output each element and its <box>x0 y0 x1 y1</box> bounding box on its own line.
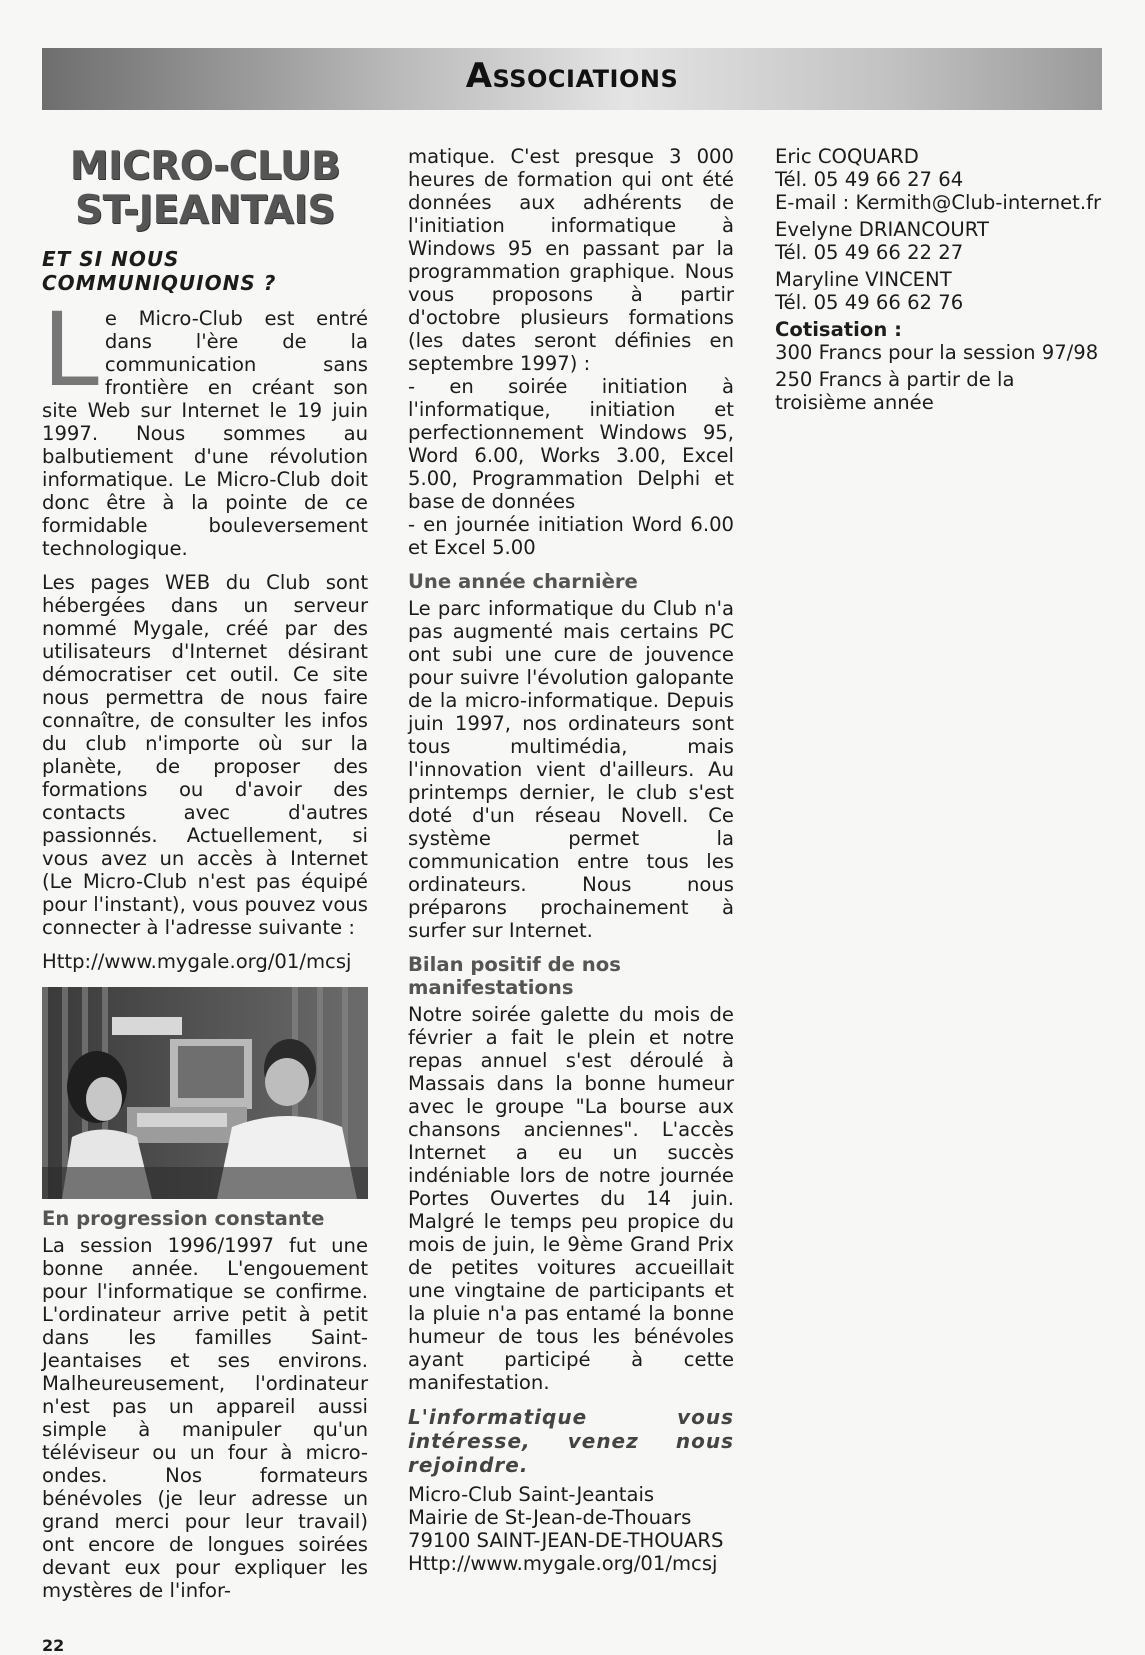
contact-name: Eric COQUARD <box>775 145 919 168</box>
cotisation-line: 250 Francs à partir de la troisième année <box>775 368 1015 414</box>
paragraph-parc: Le parc informatique du Club n'a pas augmenté mais certains PC ont subi une cure de jouvence pour suivre l'évolution galopante de la micro-informatique. Depuis juin 1997, nos ordinateurs sont tous multimédia, mais l'innovation vient d'ailleurs. Au printemps dernier, le club s'est doté d'un réseau Novell. Ce système permet la communication entre tous les ordinateurs. Nous nous préparons prochainement à surfer sur Internet. <box>408 597 734 942</box>
contact-name: Evelyne DRIANCOURT <box>775 218 989 241</box>
contact-phone: Tél. 05 49 66 62 76 <box>775 291 964 314</box>
contact-vincent <box>775 268 1115 314</box>
contact-email: E-mail : Kermith@Club-internet.fr <box>775 191 1102 214</box>
club-photo <box>42 987 368 1199</box>
address-line: Micro-Club Saint-Jeantais <box>408 1483 655 1506</box>
column-2 <box>408 145 734 1575</box>
contact-phone: Tél. 05 49 66 22 27 <box>775 241 964 264</box>
column-3 <box>775 145 1115 418</box>
paragraph-formations: matique. C'est presque 3 000 heures de formation qui ont été données aux adhérents de l'initiation informatique à Windows 95 en passant par la programmation graphique. Nous vous proposons à partir d'octobre plusieurs formations (les dates seront définies en septembre 1997) : <box>408 145 734 375</box>
paragraph-session: La session 1996/1997 fut une bonne année. L'engouement pour l'informatique se confirme. L'ordinateur arrive petit à petit dans les familles Saint-Jeantaises et ses environs. Malheureusement, l'ordinateur n'est pas un appareil aussi simple à manipuler qu'un téléviseur ou un four à micro-ondes. Nos formateurs bénévoles (je leur adresse un grand merci pour leur travail) ont encore de longues soirées devant eux pour expliquer les mystères de l'infor- <box>42 1234 368 1602</box>
paragraph-manifestations: Notre soirée galette du mois de février a fait le plein et notre repas annuel s'est déroulé à Massais dans la bonne humeur avec le groupe "La bourse aux chansons anciennes". L'accès Internet a eu un succès indéniable lors de notre journée Portes Ouvertes du 14 juin. Malgré le temps peu propice du mois de juin, le 9ème Grand Prix de petites voitures accueillait une vingtaine de participants et la pluie n'a pas entamé la bonne humeur de tous les bénévoles ayant participé à cette manifestation. <box>408 1003 734 1394</box>
cotisation-line: 300 Francs pour la session 97/98 <box>775 341 1099 364</box>
address-line: Mairie de St-Jean-de-Thouars <box>408 1506 692 1529</box>
intro-text: e Micro-Club est entré dans l'ère de la communication sans frontière en créant son site Web sur Internet le 19 juin 1997. Nous sommes au balbutiement d'une révolution informatique. Le Micro-Club doit donc être à la pointe de ce formidable bouleversement technologique. <box>42 307 368 560</box>
paragraph-web-pages: Les pages WEB du Club sont hébergées dans un serveur nommé Mygale, créé par des utilisateurs d'Internet désirant démocratiser cet outil. Ce site nous permettra de nous faire connaître, de consulter les infos du club n'importe où sur la planète, de proposer des formations ou d'avoir des contacts avec d'autres passionnés. Actuellement, si vous avez un accès à Internet (Le Micro-Club n'est pas équipé pour l'instant), vous pouvez vous connecter à l'adresse suivante : <box>42 571 368 939</box>
address-url: Http://www.mygale.org/01/mcsj <box>408 1552 718 1575</box>
paragraph-soiree: - en soirée initiation à l'informatique, initiation et perfectionnement Windows 95, Word 6.00, Works 3.00, Excel 5.00, Programmation Delphi et base de données <box>408 375 734 513</box>
column-1 <box>42 145 368 1613</box>
address-line: 79100 SAINT-JEAN-DE-THOUARS <box>408 1529 724 1552</box>
section-title: Associations <box>465 56 679 96</box>
drop-cap: L <box>42 291 99 410</box>
paragraph-intro <box>42 291 368 560</box>
photo-image <box>42 987 368 1199</box>
paragraph-journee: - en journée initiation Word 6.00 et Excel 5.00 <box>408 513 734 559</box>
subhead-annee-charniere: Une année charnière <box>408 570 638 593</box>
cotisation <box>775 318 1115 414</box>
contact-name: Maryline VINCENT <box>775 268 952 291</box>
callout-join: L'informatique vous intéresse, venez nous rejoindre. <box>408 1405 734 1477</box>
club-address <box>408 1483 734 1575</box>
contact-driancourt <box>775 218 1115 264</box>
contact-coquard <box>775 145 1115 214</box>
subhead-progression: En progression constante <box>42 1207 325 1230</box>
article-kicker: ET SI NOUS COMMUNIQUIONS ? <box>42 247 277 295</box>
club-url: Http://www.mygale.org/01/mcsj <box>42 950 352 973</box>
subhead-bilan: Bilan positif de nos manifestations <box>408 953 621 999</box>
contact-phone: Tél. 05 49 66 27 64 <box>775 168 964 191</box>
page-number: 22 <box>42 1636 65 1655</box>
section-header <box>42 48 1102 110</box>
cotisation-label: Cotisation : <box>775 318 902 341</box>
article-title: MICRO-CLUB ST-JEANTAIS <box>69 144 341 233</box>
